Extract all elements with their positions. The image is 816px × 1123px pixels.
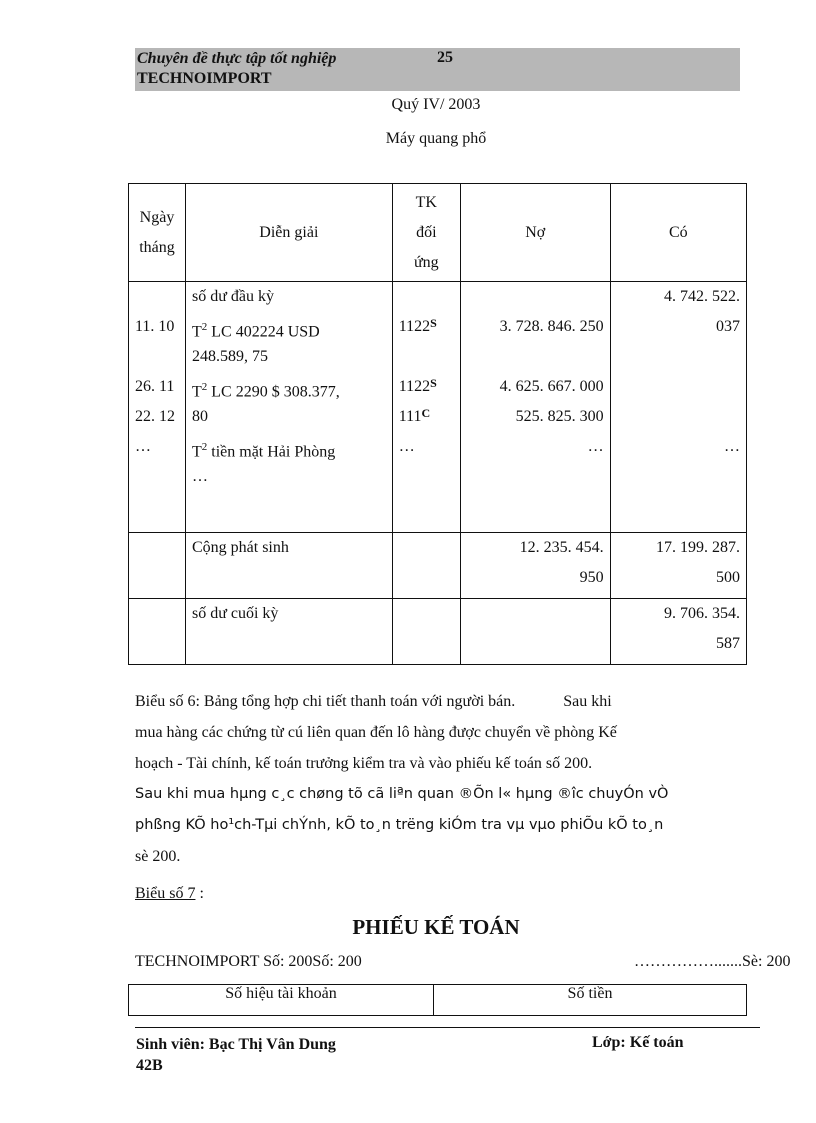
body-accounts: $1122^S$ $1122^S$ $111^C$ … bbox=[392, 282, 460, 533]
desc-lc-2290: $T^2$ LC 2290 $ 308.377, bbox=[191, 381, 340, 401]
form-company-line: TECHNOIMPORT Số: 200Số: 200 bbox=[135, 953, 362, 970]
total-label: Cộng phát sinh bbox=[185, 533, 392, 599]
header-date: Ngày tháng bbox=[129, 184, 186, 282]
footer-student: Sinh viên: Bạc Thị Vân Dung 42B bbox=[136, 1036, 336, 1074]
ledger-header-row bbox=[129, 184, 747, 282]
header-debit: Nợ bbox=[460, 184, 610, 282]
body-debits: 3. 728. 846. 250 4. 625. 667. 000 525. 825. 300 … bbox=[460, 282, 610, 533]
period-label: Quý IV/ 2003 bbox=[391, 96, 481, 113]
footer-rule bbox=[135, 1027, 760, 1028]
form-title: PHIẾU KẾ TOÁN bbox=[352, 915, 520, 939]
header-credit: Có bbox=[610, 184, 746, 282]
body-descriptions: số dư đầu kỳ $T^2$ LC 402224 USD 248.589, 75 $T^2$ LC 2290 $ 308.377, 80 $T^2$ tiền mặt Hải Phòng … bbox=[185, 282, 392, 533]
desc-cash-haiphong: $T^2$ tiền mặt Hải Phòng bbox=[191, 441, 336, 461]
closing-label: số dư cuối kỳ bbox=[185, 599, 392, 665]
voucher-col-account: Số hiệu tài khoản bbox=[129, 985, 434, 1016]
body-dates: 11. 10 26. 11 22. 12 … bbox=[129, 282, 186, 533]
desc-lc-402224: $T^2$ LC 402224 USD bbox=[191, 321, 320, 341]
closing-credit: 9. 706. 354. 587 bbox=[610, 599, 746, 665]
body-credits: 4. 742. 522. 037 … bbox=[610, 282, 746, 533]
total-credit: 17. 199. 287. 500 bbox=[610, 533, 746, 599]
ledger-closing-row bbox=[129, 599, 747, 665]
desc-opening: số dư đầu kỳ bbox=[191, 288, 274, 305]
voucher-table bbox=[128, 984, 747, 1016]
document-title: Chuyên đề thực tập tốt nghiệp bbox=[137, 50, 337, 67]
subject-label: Máy quang phổ bbox=[385, 130, 487, 147]
ledger-table bbox=[128, 183, 747, 665]
header-description: Diễn giải bbox=[185, 184, 392, 282]
ledger-total-row bbox=[129, 533, 747, 599]
voucher-col-amount: Số tiền bbox=[434, 985, 747, 1016]
company-name: TECHNOIMPORT bbox=[137, 70, 272, 87]
total-debit: 12. 235. 454. 950 bbox=[460, 533, 610, 599]
form-number: …………….......Sè: 200 bbox=[634, 953, 791, 970]
footer-class: Lớp: Kế toán bbox=[592, 1034, 684, 1051]
header-account: TK đối ứng bbox=[392, 184, 460, 282]
paragraph-body: Biểu số 6: Bảng tổng hợp chi tiết thanh toán với người bán. Sau khi mua hàng các chứng từ cú liên quan đến lô hàng được chuyển về phòng Kế hoạch - Tài chính, kế toán trưởng kiểm tra và vào phiếu kế toán số 200. Sau khi mua hµng c¸c chøng tõ cã liªn quan ®Õn l« hµng ®îc chuyÓn vÒ phßng KÕ ho¹ch-Tµi chÝnh, kÕ to¸n trëng kiÓm tra vµ vµo phiÕu kÕ to¸n sè 200. bbox=[135, 693, 669, 865]
ledger-body-row bbox=[129, 282, 747, 533]
caption: Biểu số 7 : bbox=[135, 885, 204, 902]
page-number: 25 bbox=[437, 49, 453, 66]
